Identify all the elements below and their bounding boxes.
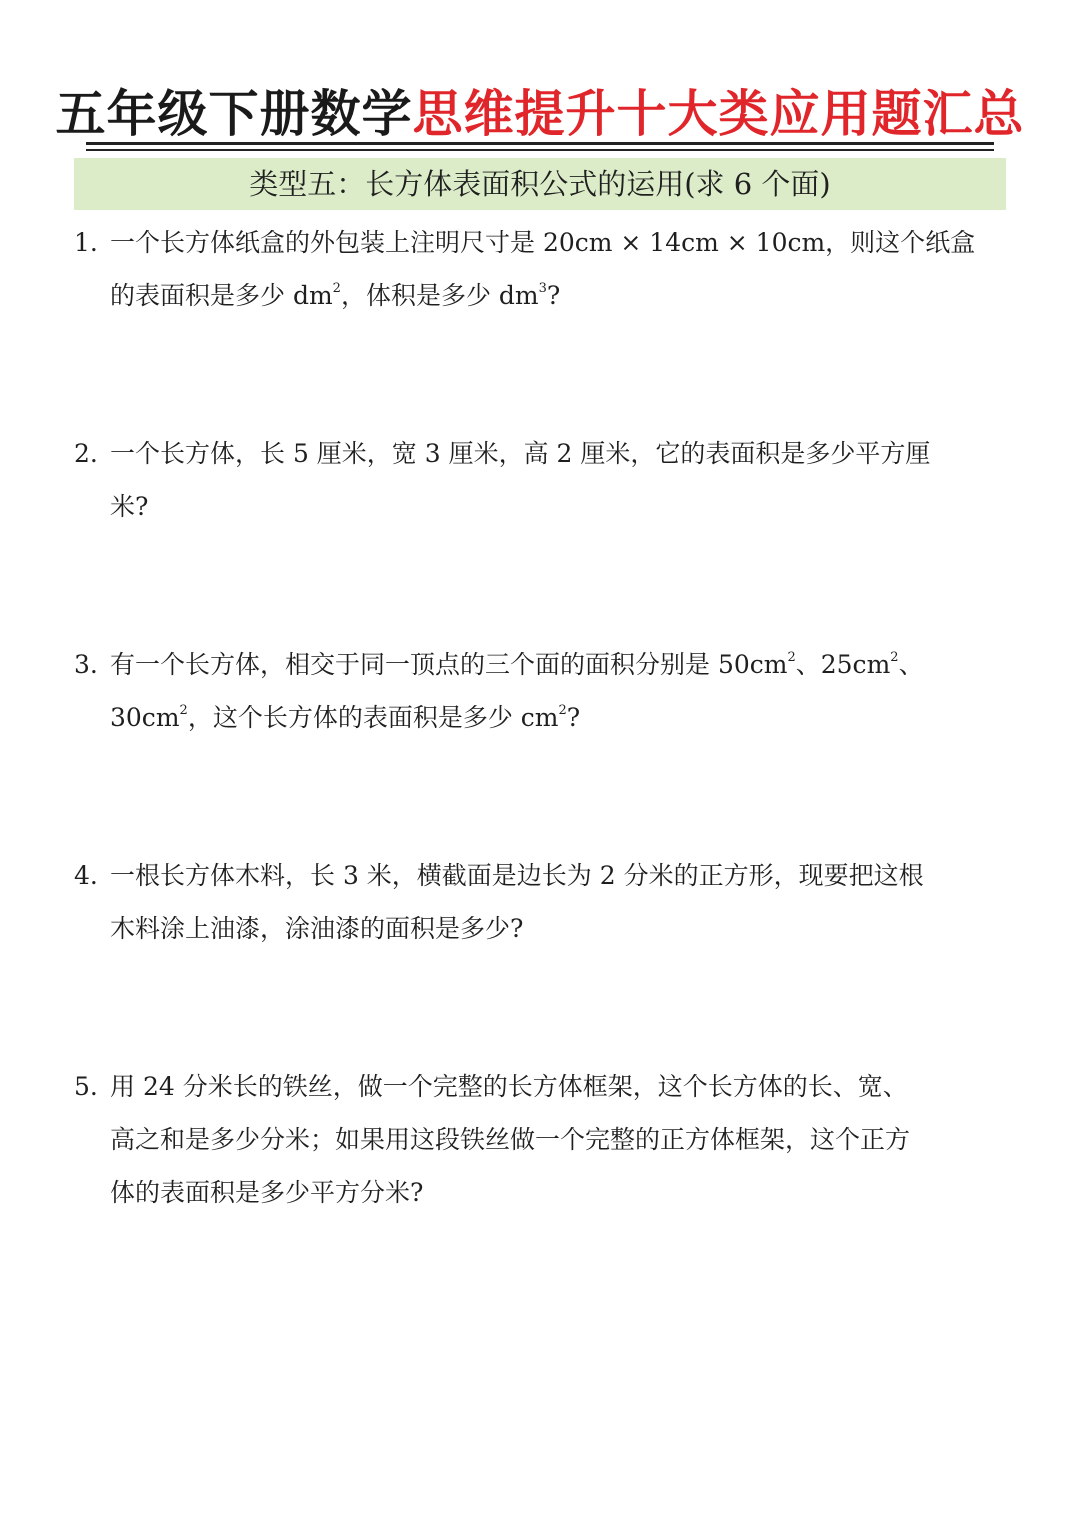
question-1 bbox=[74, 216, 1014, 322]
title-underline-thick bbox=[86, 142, 994, 145]
question-3-sup-1: 2 bbox=[787, 650, 796, 665]
question-4-text-2: 木料涂上油漆，涂油漆的面积是多少? bbox=[110, 914, 524, 943]
question-1-sup-2: 3 bbox=[538, 281, 547, 296]
question-4-text-1: 一根长方体木料，长 3 米，横截面是边长为 2 分米的正方形，现要把这根 bbox=[110, 861, 924, 890]
question-1-line-1 bbox=[74, 216, 1014, 269]
question-3-sup-2: 2 bbox=[890, 650, 899, 665]
question-5-line-2 bbox=[74, 1113, 1014, 1166]
question-3-line-1 bbox=[74, 638, 1014, 691]
page-title bbox=[56, 82, 1025, 146]
question-4-number: 4. bbox=[74, 861, 98, 890]
question-5-line-1 bbox=[74, 1060, 1014, 1113]
question-3-sup-3: 2 bbox=[179, 703, 188, 718]
question-1-text-1: 一个长方体纸盒的外包装上注明尺寸是 20cm × 14cm × 10cm，则这个纸盒 bbox=[110, 228, 976, 257]
question-5-text-3: 体的表面积是多少平方分米? bbox=[110, 1178, 424, 1207]
question-1-text-2a: 的表面积是多少 dm bbox=[110, 281, 333, 310]
section-heading-banner bbox=[74, 158, 1006, 210]
question-1-text-2b: ，体积是多少 dm bbox=[340, 281, 539, 310]
question-3 bbox=[74, 638, 1014, 744]
title-underline-thin bbox=[86, 149, 994, 151]
title-block bbox=[0, 82, 1080, 146]
question-2-line-1 bbox=[74, 427, 1014, 480]
question-3-text-1b: 、25cm bbox=[795, 650, 891, 679]
question-3-text-2c: ? bbox=[566, 703, 581, 732]
question-4-line-2 bbox=[74, 902, 1014, 955]
question-3-text-2b: ，这个长方体的表面积是多少 cm bbox=[187, 703, 559, 732]
question-3-text-2a: 30cm bbox=[110, 703, 180, 732]
question-3-sup-4: 2 bbox=[558, 703, 567, 718]
question-2 bbox=[74, 427, 1014, 533]
question-5-text-2: 高之和是多少分米；如果用这段铁丝做一个完整的正方体框架，这个正方 bbox=[110, 1125, 911, 1154]
question-5 bbox=[74, 1060, 1014, 1219]
question-1-line-2 bbox=[74, 269, 1014, 322]
question-3-text-1a: 有一个长方体，相交于同一顶点的三个面的面积分别是 50cm bbox=[110, 650, 788, 679]
question-4 bbox=[74, 849, 1014, 955]
question-2-line-2 bbox=[74, 480, 1014, 533]
question-5-text-1: 用 24 分米长的铁丝，做一个完整的长方体框架，这个长方体的长、宽、 bbox=[110, 1072, 908, 1101]
question-3-line-2 bbox=[74, 691, 1014, 744]
question-4-line-1 bbox=[74, 849, 1014, 902]
title-part-red: 思维提升十大类应用题汇总 bbox=[412, 85, 1025, 143]
question-2-number: 2. bbox=[74, 439, 98, 468]
question-1-sup-1: 2 bbox=[332, 281, 341, 296]
title-part-black: 五年级下册数学 bbox=[55, 85, 413, 143]
question-3-number: 3. bbox=[74, 650, 98, 679]
question-2-text-2: 米? bbox=[110, 492, 149, 521]
question-1-text-2c: ? bbox=[546, 281, 561, 310]
question-5-line-3 bbox=[74, 1166, 1014, 1219]
question-2-text-1: 一个长方体，长 5 厘米，宽 3 厘米，高 2 厘米，它的表面积是多少平方厘 bbox=[110, 439, 931, 468]
section-heading: 类型五：长方体表面积公式的运用(求 6 个面) bbox=[249, 167, 831, 201]
question-5-number: 5. bbox=[74, 1072, 98, 1101]
question-1-number: 1. bbox=[74, 228, 98, 257]
question-3-text-1c: 、 bbox=[898, 650, 924, 679]
